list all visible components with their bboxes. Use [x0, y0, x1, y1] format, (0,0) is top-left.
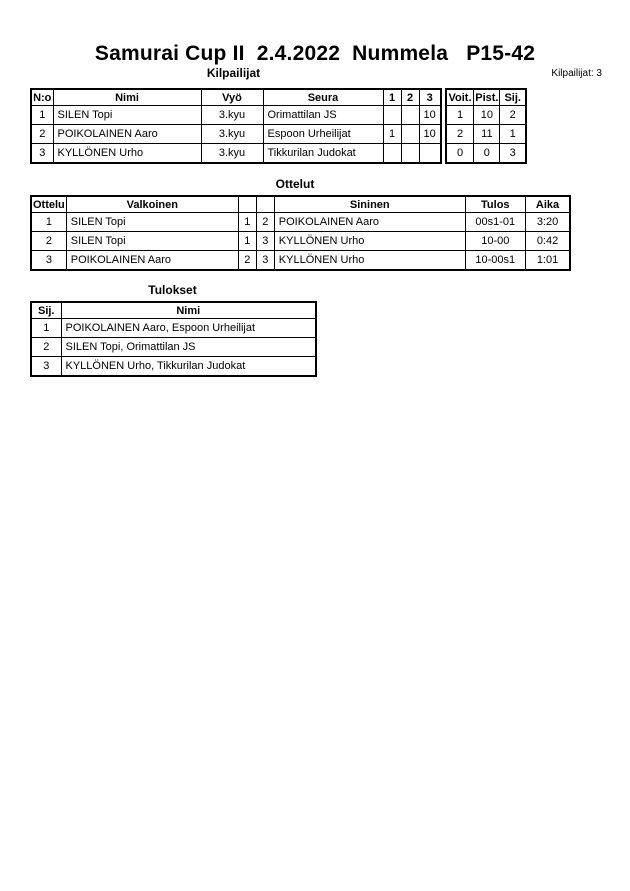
cell-sij: 2 [500, 106, 526, 125]
matches-section [30, 195, 571, 271]
matches-table [30, 195, 571, 271]
cell-nimi: POIKOLAINEN Aaro [53, 125, 201, 144]
cell-white-no: 2 [238, 251, 256, 271]
results-header-row [31, 302, 316, 319]
results-table [30, 301, 317, 377]
cell-pist: 0 [474, 144, 500, 164]
cell-nimi: POIKOLAINEN Aaro, Espoon Urheilijat [61, 319, 316, 338]
cell-opp1 [383, 144, 401, 164]
header-sij: Sij. [31, 302, 61, 319]
cell-sininen: KYLLÖNEN Urho [274, 251, 465, 271]
header-opp2: 2 [401, 89, 419, 106]
cell-opp1: 1 [383, 125, 401, 144]
header-voit: Voit. [446, 89, 474, 106]
header-vyo: Vyö [201, 89, 263, 106]
cell-sininen: POIKOLAINEN Aaro [274, 213, 465, 232]
header-opp3: 3 [419, 89, 441, 106]
tulokset-heading: Tulokset [148, 283, 197, 297]
cell-pist: 10 [474, 106, 500, 125]
table-row [446, 125, 526, 144]
cell-white-no: 1 [238, 213, 256, 232]
header-aika: Aika [525, 196, 570, 213]
page-title: Samurai Cup II 2.4.2022 Nummela P15-42 [94, 42, 536, 65]
cell-tulos: 00s1-01 [465, 213, 525, 232]
cell-voit: 0 [446, 144, 474, 164]
header-ottelu: Ottelu [31, 196, 66, 213]
cell-opp2 [401, 144, 419, 164]
table-row [446, 106, 526, 125]
competitors-header-row [31, 89, 441, 106]
table-row [31, 125, 441, 144]
matches-header-row [31, 196, 570, 213]
table-row [31, 319, 316, 338]
table-row [446, 144, 526, 164]
standings-table [445, 88, 527, 164]
table-row [31, 213, 570, 232]
cell-seura: Tikkurilan Judokat [263, 144, 383, 164]
header-opp1: 1 [383, 89, 401, 106]
cell-sininen: KYLLÖNEN Urho [274, 232, 465, 251]
table-row [31, 338, 316, 357]
header-white-no [238, 196, 256, 213]
cell-vyo: 3.kyu [201, 125, 263, 144]
ottelut-heading: Ottelut [275, 177, 315, 191]
cell-vyo: 3.kyu [201, 106, 263, 125]
cell-nimi: SILEN Topi, Orimattilan JS [61, 338, 316, 357]
standings-header-row [446, 89, 526, 106]
cell-nro: 2 [31, 125, 53, 144]
table-row [31, 144, 441, 164]
kilpailijat-heading: Kilpailijat [206, 66, 261, 80]
cell-opp1 [383, 106, 401, 125]
cell-aika: 1:01 [525, 251, 570, 271]
header-nimi: Nimi [61, 302, 316, 319]
cell-ottelu: 1 [31, 213, 66, 232]
cell-valkoinen: POIKOLAINEN Aaro [66, 251, 238, 271]
cell-blue-no: 2 [256, 213, 274, 232]
table-row [31, 357, 316, 377]
cell-opp2 [401, 106, 419, 125]
cell-sij: 1 [31, 319, 61, 338]
competitors-section [30, 88, 527, 164]
cell-opp3: 10 [419, 106, 441, 125]
header-sininen: Sininen [274, 196, 465, 213]
table-row [31, 106, 441, 125]
table-row [31, 232, 570, 251]
table-row [31, 251, 570, 271]
cell-tulos: 10-00s1 [465, 251, 525, 271]
cell-nro: 3 [31, 144, 53, 164]
cell-white-no: 1 [238, 232, 256, 251]
cell-seura: Espoon Urheilijat [263, 125, 383, 144]
cell-tulos: 10-00 [465, 232, 525, 251]
cell-pist: 11 [474, 125, 500, 144]
cell-voit: 1 [446, 106, 474, 125]
cell-vyo: 3.kyu [201, 144, 263, 164]
cell-aika: 0:42 [525, 232, 570, 251]
header-sij: Sij. [500, 89, 526, 106]
cell-nimi: KYLLÖNEN Urho [53, 144, 201, 164]
cell-sij: 1 [500, 125, 526, 144]
header-nimi: Nimi [53, 89, 201, 106]
cell-voit: 2 [446, 125, 474, 144]
cell-sij: 3 [31, 357, 61, 377]
competitors-table [30, 88, 442, 164]
cell-aika: 3:20 [525, 213, 570, 232]
cell-seura: Orimattilan JS [263, 106, 383, 125]
cell-nimi: SILEN Topi [53, 106, 201, 125]
header-valkoinen: Valkoinen [66, 196, 238, 213]
cell-opp3 [419, 144, 441, 164]
results-section [30, 301, 317, 377]
cell-nro: 1 [31, 106, 53, 125]
cell-ottelu: 2 [31, 232, 66, 251]
cell-opp2 [401, 125, 419, 144]
header-nro: N:o [31, 89, 53, 106]
cell-blue-no: 3 [256, 232, 274, 251]
cell-ottelu: 3 [31, 251, 66, 271]
header-tulos: Tulos [465, 196, 525, 213]
cell-opp3: 10 [419, 125, 441, 144]
cell-valkoinen: SILEN Topi [66, 213, 238, 232]
competitors-count: Kilpailijat: 3 [551, 68, 602, 79]
header-blue-no [256, 196, 274, 213]
header-pist: Pist. [474, 89, 500, 106]
cell-sij: 3 [500, 144, 526, 164]
cell-nimi: KYLLÖNEN Urho, Tikkurilan Judokat [61, 357, 316, 377]
cell-sij: 2 [31, 338, 61, 357]
cell-blue-no: 3 [256, 251, 274, 271]
header-seura: Seura [263, 89, 383, 106]
cell-valkoinen: SILEN Topi [66, 232, 238, 251]
